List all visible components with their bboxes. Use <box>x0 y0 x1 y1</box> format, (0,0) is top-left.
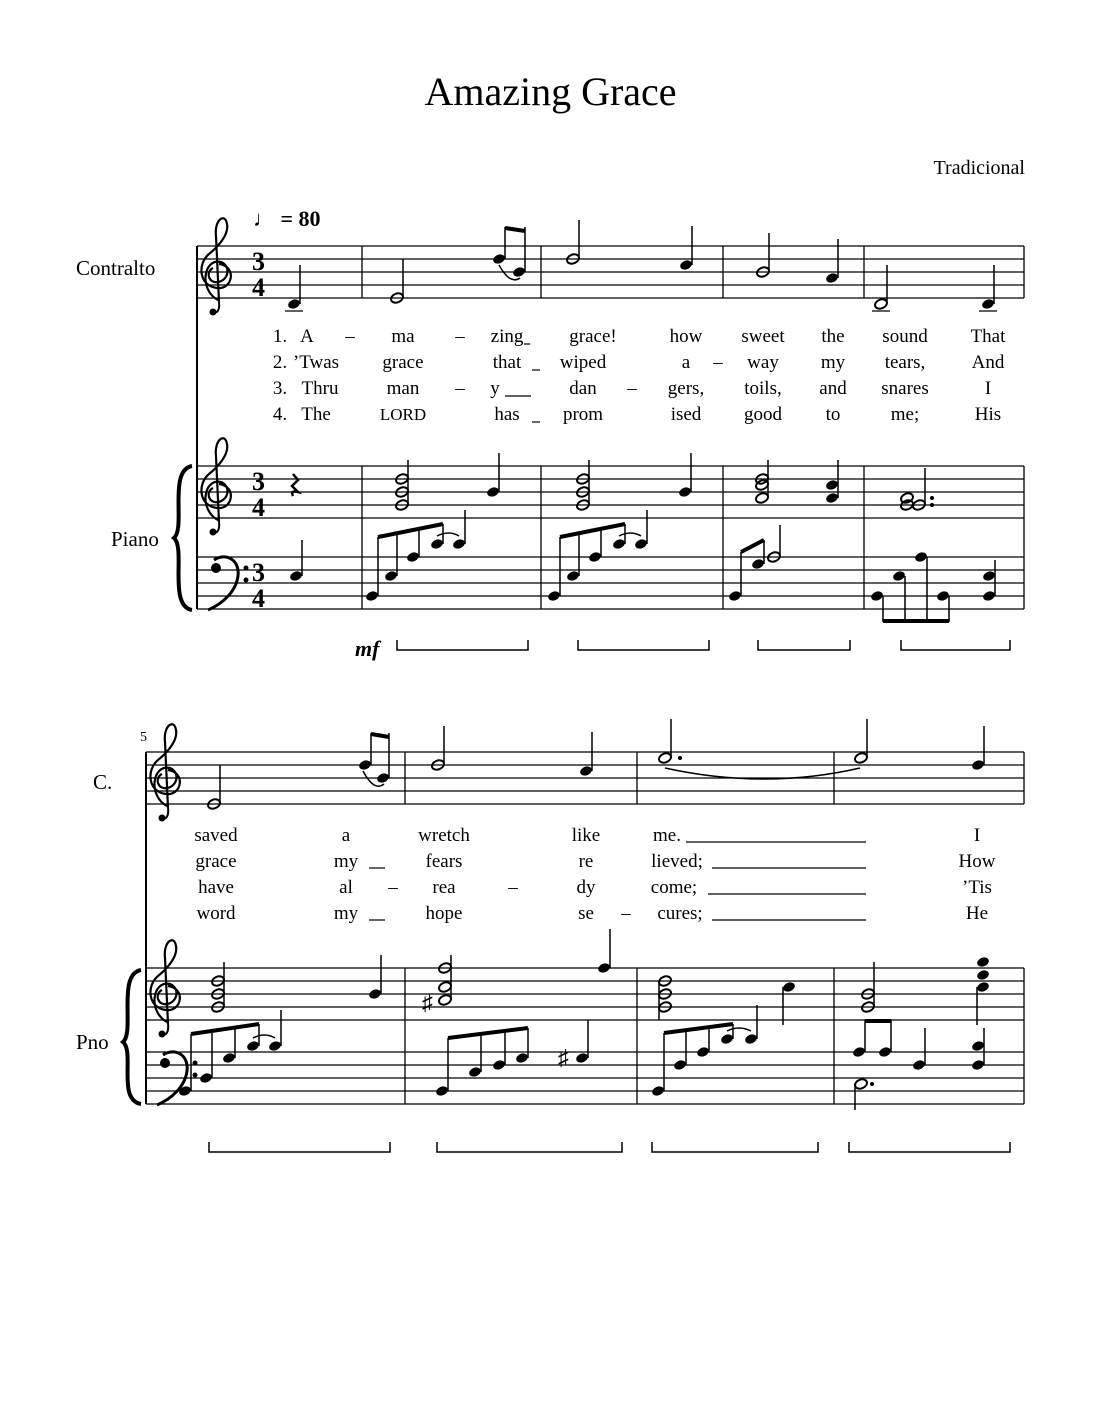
svg-text:–: – <box>455 326 465 347</box>
piano-brace <box>174 466 192 610</box>
svg-text:–: – <box>455 378 465 399</box>
svg-text:me;: me; <box>890 404 920 425</box>
svg-text:se: se <box>578 903 594 924</box>
measure-number: 5 <box>140 730 147 745</box>
svg-text:to: to <box>825 404 841 425</box>
svg-text:grace!: grace! <box>569 326 617 347</box>
time-sig-num: 3 <box>252 247 265 276</box>
svg-text:the: the <box>821 326 845 347</box>
piano-bass-staff-1 <box>197 557 1024 609</box>
svg-text:–: – <box>713 352 723 373</box>
svg-text:rea: rea <box>432 877 456 898</box>
score-title: Amazing Grace <box>424 69 677 114</box>
piano-rh-notes-1 <box>292 453 934 511</box>
svg-text:–: – <box>621 903 631 924</box>
svg-text:good: good <box>744 404 782 425</box>
svg-text:I: I <box>984 378 992 399</box>
svg-text:–: – <box>508 877 518 898</box>
svg-text:saved: saved <box>194 825 238 846</box>
verse-number: 1. <box>272 326 288 347</box>
dynamic-marking: mf <box>355 636 380 661</box>
svg-text:y: y <box>490 378 500 399</box>
svg-text:has: has <box>494 404 520 425</box>
svg-text:toils,: toils, <box>744 378 782 399</box>
svg-text:dy: dy <box>576 877 596 898</box>
svg-text:grace: grace <box>195 851 237 872</box>
svg-text:3: 3 <box>252 467 265 496</box>
svg-text:and: and <box>819 378 847 399</box>
svg-text:prom: prom <box>562 404 604 425</box>
contralto-staff-1 <box>197 246 1024 298</box>
svg-text:wiped: wiped <box>559 352 607 373</box>
piano-lh-notes-1 <box>289 510 996 622</box>
svg-text:sweet: sweet <box>741 326 785 347</box>
svg-text:Thru: Thru <box>301 378 339 399</box>
svg-text:ma: ma <box>391 326 415 347</box>
svg-text:me.: me. <box>653 825 681 846</box>
svg-text:I: I <box>973 825 981 846</box>
svg-text:come;: come; <box>650 877 698 898</box>
svg-text:how: how <box>669 326 703 347</box>
contralto-short-label: C. <box>93 770 113 794</box>
svg-text:re: re <box>578 851 594 872</box>
svg-text:al: al <box>339 877 353 898</box>
svg-text:’Twas: ’Twas <box>292 352 340 373</box>
svg-text:hope: hope <box>425 903 463 924</box>
svg-text:♯: ♯ <box>558 1045 569 1070</box>
svg-text:How: How <box>958 851 996 872</box>
svg-text:grace: grace <box>382 352 424 373</box>
pedal-brackets-1 <box>397 640 1010 650</box>
contralto-staff-2 <box>146 752 1024 804</box>
piano-rh-notes-2 <box>211 929 991 1025</box>
piano-lh-notes-2 <box>178 1005 985 1110</box>
svg-text:zing: zing <box>490 326 524 347</box>
svg-text:–: – <box>627 378 637 399</box>
system-1 <box>174 206 1024 661</box>
svg-text:a: a <box>681 352 691 373</box>
piano-treble-staff-2 <box>146 968 1024 1020</box>
svg-text:LORD: LORD <box>379 405 427 424</box>
svg-text:sound: sound <box>882 326 928 347</box>
svg-text:ised: ised <box>670 404 702 425</box>
svg-text:a: a <box>341 825 351 846</box>
svg-text:’Tis: ’Tis <box>962 877 992 898</box>
tempo-marking: ♩ = 80 <box>253 206 321 231</box>
system-2 <box>123 719 1024 1152</box>
svg-text:have: have <box>198 877 234 898</box>
svg-text:4: 4 <box>252 493 265 522</box>
svg-text:2.: 2. <box>272 352 288 373</box>
svg-text:wretch: wretch <box>418 825 470 846</box>
svg-text:like: like <box>571 825 601 846</box>
svg-text:my: my <box>820 352 846 373</box>
svg-text:He: He <box>965 903 989 924</box>
lyrics-system-1 <box>273 326 1006 425</box>
contralto-notes <box>285 220 997 311</box>
svg-text:–: – <box>388 877 398 898</box>
sharp-accidental: ♯ <box>422 990 433 1015</box>
svg-text:dan: dan <box>569 378 597 399</box>
composer-credit: Tradicional <box>933 157 1025 179</box>
pedal-brackets-2 <box>209 1142 1010 1152</box>
contralto-label: Contralto <box>76 256 156 280</box>
svg-text:–: – <box>345 326 355 347</box>
quarter-rest <box>292 474 298 496</box>
svg-text:3: 3 <box>252 558 265 587</box>
svg-text:man: man <box>386 378 420 399</box>
svg-text:snares: snares <box>881 378 929 399</box>
svg-text:4.: 4. <box>272 404 288 425</box>
time-sig-den: 4 <box>252 273 265 302</box>
svg-text:way: way <box>747 352 779 373</box>
svg-text:4: 4 <box>252 584 265 613</box>
svg-text:The: The <box>301 404 331 425</box>
piano-treble-staff-1 <box>197 466 1024 518</box>
svg-text:word: word <box>196 903 236 924</box>
svg-text:that: that <box>492 352 522 373</box>
svg-text:gers,: gers, <box>667 378 705 399</box>
svg-text:That: That <box>970 326 1006 347</box>
svg-text:A: A <box>300 326 314 347</box>
svg-text:tears,: tears, <box>884 352 926 373</box>
svg-text:fears: fears <box>425 851 463 872</box>
svg-text:my: my <box>333 851 359 872</box>
piano-short-label: Pno <box>76 1030 109 1054</box>
svg-text:my: my <box>333 903 359 924</box>
svg-text:lieved;: lieved; <box>651 851 703 872</box>
piano-label: Piano <box>111 527 159 551</box>
lyrics-system-2 <box>194 825 995 924</box>
svg-text:His: His <box>974 404 1002 425</box>
treble-clef <box>201 218 230 315</box>
svg-text:And: And <box>971 352 1005 373</box>
svg-text:3.: 3. <box>272 378 288 399</box>
svg-text:cures;: cures; <box>657 903 703 924</box>
